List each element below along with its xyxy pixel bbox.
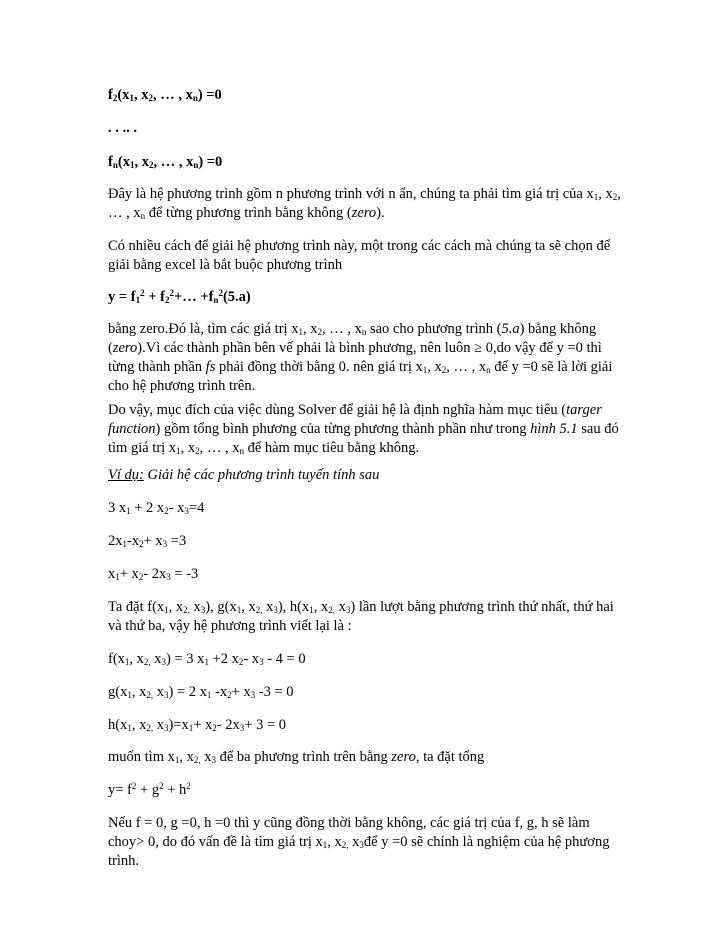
equation-2: $2x_1-x_2+ x_3 =3$ — [108, 533, 187, 549]
paragraph-solver-purpose: Do vậy, mục đích của việc dùng Solver để giải hệ là định nghĩa hàm mục tiêu (targer function) gồm tổng bình phương của từng phương thành phần như trong hình 5.1 sau đó tìm giá trị $x_1$, $x_2$, … , $x_n$ để hàm mục tiêu bằng không. — [108, 402, 619, 456]
example-heading: Ví dụ: Giải hệ các phương trình tuyến tính sau — [108, 467, 380, 483]
ellipsis-line: . . .. . — [108, 120, 137, 136]
equation-y-sum-squares: $y = f_1^2$ + $f_2^2+\dots +f_n^2(5.a)$ — [108, 288, 251, 305]
paragraph-system-description: Đây là hệ phương trình gồm n phương trình với n ẩn, chúng ta phải tìm giá trị của $x_1$, $x_2$, … , $x_n$ để từng phương trình bằng không (zero). — [108, 186, 621, 221]
equation-h: $h(x_1$, $x_{2,}$ $x_3)=x_1+ x_2-$ $2x_3+ 3 = 0$ — [108, 717, 286, 733]
paragraph-find-x: muốn tìm $x_1$, $x_{2,}$ $x_3$ để ba phương trình trên bằng zero, ta đặt tổng — [108, 749, 485, 765]
paragraph-methods: Có nhiều cách để giải hệ phương trình này, một trong các cách mà chúng ta sẽ chọn để giải bằng excel là bắt buộc phương trình — [108, 238, 611, 273]
paragraph-conclusion: Nếu f = 0, g =0, h =0 thì y cũng đồng thời bằng không, các giá trị của f, g, h sẽ làm choy> 0, do đó vấn đề là tìm giá trị $x_1$, $x_{2,}$ $x_3để$ y =0 sẽ chính là nghiệm của hệ phương trình. — [108, 815, 610, 869]
equation-g: $g(x_1$, $x_{2,}$ $x_3) = 2$ $x_1$ $-x_2+ x_3$ -3 = 0 — [108, 684, 294, 700]
equation-1: 3 $x_1 + 2$ $x_2-$ $x_3=4$ — [108, 500, 205, 516]
equation-f2: $f_2(x_1$, $x_2$, … , $x_n) =0$ — [108, 87, 222, 103]
paragraph-zero-condition: bằng zero.Đó là, tìm các giá trị $x_1$, $x_2$, … , $x_n$ sao cho phương trình (5.a) bằng không (zero).Vì các thành phần bên vế phải là bình phương, nên luôn ≥ 0,do vậy để y =0 thì từng thành phần fs phải đồng thời bằng 0. nên giá trị $x_1$, $x_2$, … , $x_n$ để y =0 sẽ là lời giải cho hệ phương trình trên. — [108, 321, 613, 394]
equation-fn: $f_n(x_1$, $x_2$, … , $x_n) =0$ — [108, 154, 223, 170]
paragraph-define-functions: Ta đặt $f(x_1$, $x_{2,}$ $x_3$), $g(x_1$, $x_{2,}$ $x_3$), $h(x_1$, $x_{2,}$ $x_3$) lần lượt bằng phương trình thứ nhất, thứ hai và thứ ba, vậy hệ phương trình viết lại là : — [108, 599, 614, 634]
equation-f: $f(x_1$, $x_{2,}$ $x_3) = 3$ $x_1 +2$ $x_2-$ $x_3 - 4 = 0$ — [108, 651, 306, 667]
equation-sum: $y= f^2 + g^2 + h^2$ — [108, 781, 191, 798]
equation-3: $x_1+ x_2-$ $2x_3 = -3$ — [108, 566, 199, 582]
